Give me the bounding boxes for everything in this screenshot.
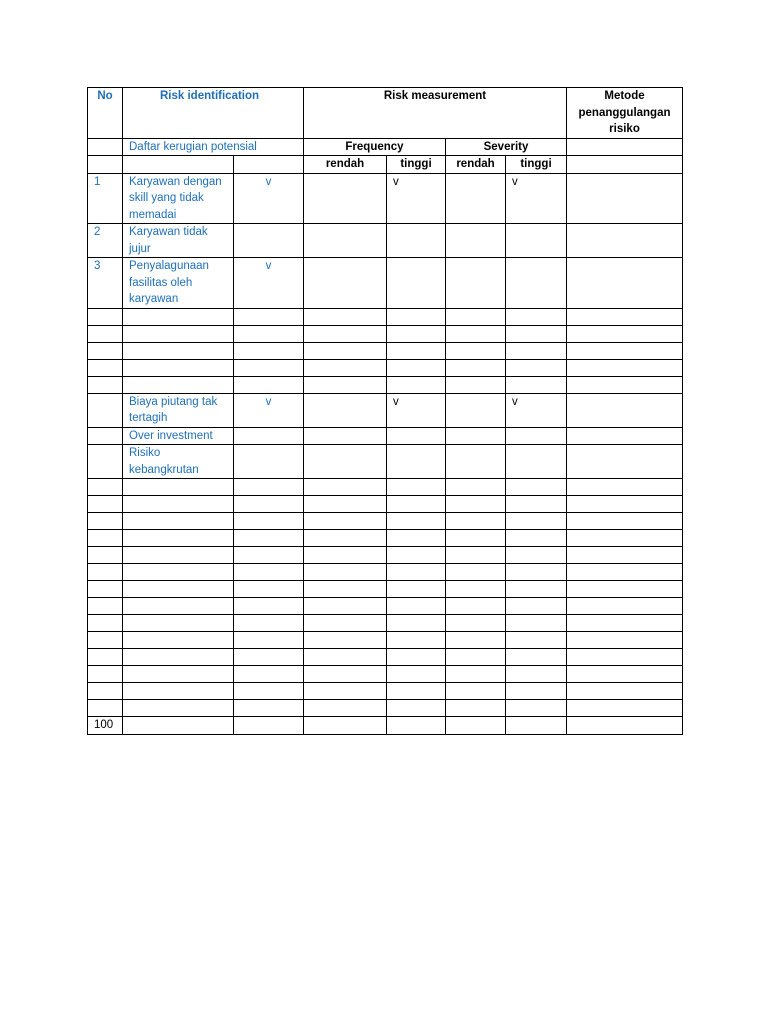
row-freq-tinggi-cell (387, 683, 446, 700)
row-freq-tinggi-cell (387, 359, 446, 376)
header-row-1 (88, 88, 683, 139)
row-no-cell (88, 325, 123, 342)
row-item-cell: Penyalagunaan fasilitas oleh karyawan (123, 258, 234, 309)
row-item-cell (123, 717, 234, 735)
row-item-cell (123, 683, 234, 700)
row-sev-tinggi-cell (506, 359, 567, 376)
row-no-cell (88, 427, 123, 445)
row-freq-rendah-cell (304, 496, 387, 513)
row-sev-rendah-cell (446, 615, 506, 632)
table-row (88, 530, 683, 547)
row-freq-tinggi-cell (387, 224, 446, 258)
row-mark-cell (234, 632, 304, 649)
row-sev-tinggi-cell: v (506, 173, 567, 224)
table-row (88, 173, 683, 224)
row-sev-tinggi-cell (506, 513, 567, 530)
row-no-cell (88, 598, 123, 615)
row-metode-cell (567, 308, 683, 325)
row-freq-rendah-cell (304, 615, 387, 632)
row-sev-tinggi-cell (506, 224, 567, 258)
row-freq-tinggi-cell (387, 649, 446, 666)
row-item-cell (123, 530, 234, 547)
row-mark-cell (234, 308, 304, 325)
table-row (88, 547, 683, 564)
row-mark-cell (234, 376, 304, 393)
row-no-cell: 2 (88, 224, 123, 258)
table-row (88, 479, 683, 496)
row-mark-cell (234, 479, 304, 496)
row-item-cell (123, 649, 234, 666)
table-row (88, 445, 683, 479)
row-mark-cell (234, 342, 304, 359)
row-no-cell (88, 308, 123, 325)
row-no-cell: 1 (88, 173, 123, 224)
header-empty-cell (123, 156, 234, 174)
row-freq-tinggi-cell (387, 547, 446, 564)
row-item-cell: Over investment (123, 427, 234, 445)
header-row-3 (88, 156, 683, 174)
row-mark-cell (234, 717, 304, 735)
row-mark-cell (234, 359, 304, 376)
row-sev-tinggi-cell (506, 496, 567, 513)
header-sev-tinggi: tinggi (506, 156, 567, 174)
row-sev-tinggi-cell (506, 258, 567, 309)
row-item-cell: Karyawan dengan skill yang tidak memadai (123, 173, 234, 224)
row-no-cell (88, 513, 123, 530)
row-freq-tinggi-cell (387, 479, 446, 496)
row-metode-cell (567, 496, 683, 513)
row-mark-cell (234, 325, 304, 342)
row-sev-tinggi-cell (506, 530, 567, 547)
row-freq-tinggi-cell (387, 717, 446, 735)
row-freq-tinggi-cell (387, 258, 446, 309)
row-no-cell (88, 530, 123, 547)
row-freq-tinggi-cell (387, 564, 446, 581)
table-row (88, 513, 683, 530)
row-freq-rendah-cell (304, 359, 387, 376)
row-sev-rendah-cell (446, 325, 506, 342)
row-no-cell (88, 649, 123, 666)
table-row (88, 564, 683, 581)
row-freq-rendah-cell (304, 173, 387, 224)
row-sev-rendah-cell (446, 632, 506, 649)
row-no-cell (88, 479, 123, 496)
row-metode-cell (567, 342, 683, 359)
row-mark-cell: v (234, 173, 304, 224)
row-no-cell (88, 581, 123, 598)
row-freq-rendah-cell (304, 308, 387, 325)
row-freq-tinggi-cell (387, 530, 446, 547)
header-severity: Severity (446, 138, 567, 156)
row-mark-cell (234, 666, 304, 683)
row-freq-rendah-cell (304, 700, 387, 717)
row-no-cell (88, 564, 123, 581)
row-metode-cell (567, 359, 683, 376)
header-freq-tinggi: tinggi (387, 156, 446, 174)
row-sev-rendah-cell (446, 342, 506, 359)
row-freq-tinggi-cell (387, 427, 446, 445)
row-item-cell (123, 376, 234, 393)
row-sev-tinggi-cell (506, 598, 567, 615)
row-metode-cell (567, 649, 683, 666)
header-empty-cell (567, 138, 683, 156)
header-empty-cell (88, 156, 123, 174)
row-sev-rendah-cell (446, 513, 506, 530)
row-no-cell: 100 (88, 717, 123, 735)
row-freq-tinggi-cell (387, 700, 446, 717)
row-freq-tinggi-cell (387, 598, 446, 615)
row-mark-cell (234, 598, 304, 615)
row-sev-tinggi-cell (506, 342, 567, 359)
row-freq-rendah-cell (304, 649, 387, 666)
row-item-cell: Karyawan tidak jujur (123, 224, 234, 258)
row-item-cell (123, 615, 234, 632)
row-sev-rendah-cell (446, 581, 506, 598)
row-freq-tinggi-cell (387, 342, 446, 359)
row-sev-rendah-cell (446, 445, 506, 479)
table-row (88, 359, 683, 376)
row-sev-rendah-cell (446, 359, 506, 376)
table-row (88, 700, 683, 717)
row-metode-cell (567, 393, 683, 427)
row-item-cell (123, 342, 234, 359)
row-no-cell (88, 393, 123, 427)
row-metode-cell (567, 547, 683, 564)
row-mark-cell: v (234, 393, 304, 427)
row-mark-cell (234, 547, 304, 564)
row-freq-tinggi-cell (387, 666, 446, 683)
row-mark-cell: v (234, 258, 304, 309)
table-row (88, 258, 683, 309)
header-row-2 (88, 138, 683, 156)
row-no-cell (88, 496, 123, 513)
row-metode-cell (567, 224, 683, 258)
row-mark-cell (234, 581, 304, 598)
row-item-cell: Risiko kebangkrutan (123, 445, 234, 479)
header-empty-cell (567, 156, 683, 174)
row-mark-cell (234, 564, 304, 581)
row-no-cell (88, 666, 123, 683)
row-freq-rendah-cell (304, 683, 387, 700)
row-sev-rendah-cell (446, 564, 506, 581)
row-item-cell (123, 513, 234, 530)
row-item-cell (123, 666, 234, 683)
row-metode-cell (567, 615, 683, 632)
row-sev-rendah-cell (446, 717, 506, 735)
row-sev-rendah-cell (446, 393, 506, 427)
header-daftar: Daftar kerugian potensial (123, 138, 304, 156)
row-no-cell (88, 683, 123, 700)
row-mark-cell (234, 700, 304, 717)
row-item-cell (123, 581, 234, 598)
row-metode-cell (567, 173, 683, 224)
row-sev-tinggi-cell: v (506, 393, 567, 427)
row-freq-tinggi-cell: v (387, 173, 446, 224)
row-item-cell: Biaya piutang tak tertagih (123, 393, 234, 427)
row-freq-tinggi-cell (387, 496, 446, 513)
row-sev-tinggi-cell (506, 632, 567, 649)
row-freq-rendah-cell (304, 598, 387, 615)
row-sev-tinggi-cell (506, 666, 567, 683)
row-item-cell (123, 325, 234, 342)
row-item-cell (123, 479, 234, 496)
row-mark-cell (234, 649, 304, 666)
row-metode-cell (567, 666, 683, 683)
row-freq-tinggi-cell (387, 325, 446, 342)
table-row (88, 308, 683, 325)
row-freq-rendah-cell (304, 717, 387, 735)
header-empty-cell (88, 138, 123, 156)
row-no-cell: 3 (88, 258, 123, 309)
row-freq-rendah-cell (304, 342, 387, 359)
row-freq-rendah-cell (304, 427, 387, 445)
row-no-cell (88, 445, 123, 479)
row-sev-rendah-cell (446, 479, 506, 496)
header-frequency: Frequency (304, 138, 446, 156)
row-freq-tinggi-cell (387, 376, 446, 393)
row-sev-rendah-cell (446, 683, 506, 700)
row-metode-cell (567, 258, 683, 309)
row-item-cell (123, 359, 234, 376)
table-row (88, 581, 683, 598)
row-sev-rendah-cell (446, 224, 506, 258)
row-freq-rendah-cell (304, 513, 387, 530)
row-no-cell (88, 547, 123, 564)
table-row (88, 666, 683, 683)
row-sev-tinggi-cell (506, 427, 567, 445)
row-freq-tinggi-cell (387, 513, 446, 530)
header-no: No (88, 88, 123, 139)
row-sev-rendah-cell (446, 666, 506, 683)
row-item-cell (123, 496, 234, 513)
row-mark-cell (234, 224, 304, 258)
row-item-cell (123, 547, 234, 564)
row-no-cell (88, 359, 123, 376)
row-item-cell (123, 632, 234, 649)
row-metode-cell (567, 581, 683, 598)
row-freq-tinggi-cell (387, 581, 446, 598)
row-no-cell (88, 700, 123, 717)
row-mark-cell (234, 445, 304, 479)
row-item-cell (123, 700, 234, 717)
table-row (88, 717, 683, 735)
table-row (88, 427, 683, 445)
table-row (88, 615, 683, 632)
row-sev-tinggi-cell (506, 649, 567, 666)
row-sev-tinggi-cell (506, 479, 567, 496)
row-metode-cell (567, 717, 683, 735)
row-freq-tinggi-cell: v (387, 393, 446, 427)
row-metode-cell (567, 376, 683, 393)
row-mark-cell (234, 496, 304, 513)
table-row (88, 632, 683, 649)
row-freq-rendah-cell (304, 632, 387, 649)
row-mark-cell (234, 427, 304, 445)
row-sev-tinggi-cell (506, 325, 567, 342)
header-freq-rendah: rendah (304, 156, 387, 174)
table-row (88, 598, 683, 615)
row-freq-rendah-cell (304, 479, 387, 496)
row-metode-cell (567, 530, 683, 547)
row-freq-rendah-cell (304, 376, 387, 393)
row-metode-cell (567, 598, 683, 615)
row-sev-tinggi-cell (506, 615, 567, 632)
row-freq-rendah-cell (304, 530, 387, 547)
row-freq-rendah-cell (304, 666, 387, 683)
table-row (88, 342, 683, 359)
row-no-cell (88, 342, 123, 359)
row-metode-cell (567, 632, 683, 649)
row-metode-cell (567, 427, 683, 445)
table-row (88, 393, 683, 427)
row-freq-tinggi-cell (387, 615, 446, 632)
row-item-cell (123, 308, 234, 325)
row-freq-rendah-cell (304, 325, 387, 342)
row-freq-tinggi-cell (387, 308, 446, 325)
row-item-cell (123, 598, 234, 615)
row-sev-rendah-cell (446, 700, 506, 717)
risk-table (87, 87, 683, 735)
row-sev-rendah-cell (446, 308, 506, 325)
row-sev-tinggi-cell (506, 445, 567, 479)
row-freq-rendah-cell (304, 393, 387, 427)
row-freq-rendah-cell (304, 445, 387, 479)
table-row (88, 649, 683, 666)
row-freq-rendah-cell (304, 258, 387, 309)
row-freq-rendah-cell (304, 564, 387, 581)
table-row (88, 224, 683, 258)
row-freq-tinggi-cell (387, 445, 446, 479)
row-mark-cell (234, 615, 304, 632)
header-sev-rendah: rendah (446, 156, 506, 174)
row-metode-cell (567, 513, 683, 530)
header-risk-identification: Risk identification (123, 88, 304, 139)
header-metode: Metode penanggulangan risiko (567, 88, 683, 139)
row-no-cell (88, 632, 123, 649)
row-metode-cell (567, 445, 683, 479)
row-mark-cell (234, 683, 304, 700)
row-mark-cell (234, 530, 304, 547)
header-empty-cell (234, 156, 304, 174)
row-sev-tinggi-cell (506, 700, 567, 717)
row-freq-rendah-cell (304, 581, 387, 598)
row-item-cell (123, 564, 234, 581)
row-sev-tinggi-cell (506, 683, 567, 700)
table-row (88, 496, 683, 513)
row-metode-cell (567, 479, 683, 496)
row-freq-rendah-cell (304, 224, 387, 258)
row-sev-tinggi-cell (506, 308, 567, 325)
row-sev-rendah-cell (446, 258, 506, 309)
row-metode-cell (567, 564, 683, 581)
table-row (88, 325, 683, 342)
row-metode-cell (567, 683, 683, 700)
row-sev-tinggi-cell (506, 547, 567, 564)
row-metode-cell (567, 325, 683, 342)
row-no-cell (88, 376, 123, 393)
row-sev-rendah-cell (446, 547, 506, 564)
row-sev-tinggi-cell (506, 564, 567, 581)
row-freq-rendah-cell (304, 547, 387, 564)
row-sev-rendah-cell (446, 649, 506, 666)
row-sev-rendah-cell (446, 496, 506, 513)
row-sev-rendah-cell (446, 173, 506, 224)
row-sev-rendah-cell (446, 598, 506, 615)
row-sev-rendah-cell (446, 376, 506, 393)
table-row (88, 683, 683, 700)
row-sev-tinggi-cell (506, 717, 567, 735)
row-mark-cell (234, 513, 304, 530)
row-freq-tinggi-cell (387, 632, 446, 649)
row-sev-rendah-cell (446, 530, 506, 547)
row-sev-tinggi-cell (506, 376, 567, 393)
row-sev-tinggi-cell (506, 581, 567, 598)
header-risk-measurement: Risk measurement (304, 88, 567, 139)
table-row (88, 376, 683, 393)
row-no-cell (88, 615, 123, 632)
row-metode-cell (567, 700, 683, 717)
row-sev-rendah-cell (446, 427, 506, 445)
